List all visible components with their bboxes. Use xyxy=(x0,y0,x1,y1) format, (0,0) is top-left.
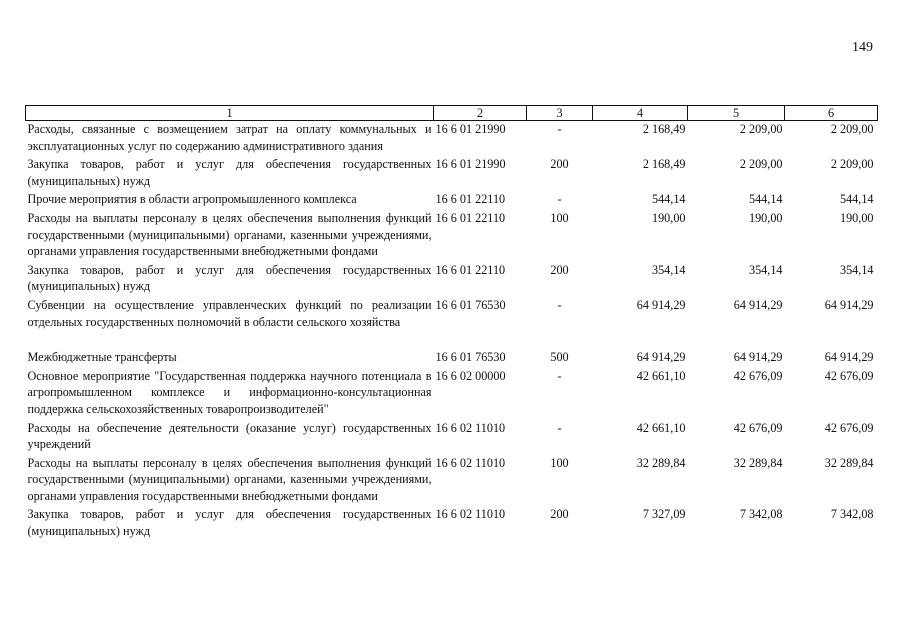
table-row xyxy=(26,455,878,507)
row-name: Закупка товаров, работ и услуг для обеспечения государственных (муниципальных) нужд xyxy=(27,262,432,294)
row-value-3: 2 209,00 xyxy=(830,122,874,136)
page-number: 149 xyxy=(852,40,873,55)
row-value-3: 64 914,29 xyxy=(824,297,874,312)
row-code: 16 6 01 22110 xyxy=(435,192,506,207)
row-value-2: 7 342,08 xyxy=(739,507,783,522)
row-code: 16 6 01 76530 xyxy=(435,297,506,312)
row-value-2: 544,14 xyxy=(748,192,783,207)
row-value-3: 42 676,09 xyxy=(824,368,874,383)
row-value-1: 190,00 xyxy=(651,210,686,225)
row-value-1: 7 327,09 xyxy=(642,507,686,522)
row-value-2: 64 914,29 xyxy=(733,297,783,312)
row-value-3: 7 342,08 xyxy=(830,507,874,522)
row-expense-type: - xyxy=(557,420,562,435)
header-col-1: 1 xyxy=(26,106,434,121)
table-row xyxy=(26,420,878,455)
row-expense-type: 200 xyxy=(550,507,569,522)
header-row xyxy=(26,106,878,121)
row-value-3: 354,14 xyxy=(839,262,874,277)
row-expense-type: 200 xyxy=(550,262,569,277)
row-code: 16 6 01 22110 xyxy=(435,262,506,277)
row-value-2: 2 209,00 xyxy=(739,122,783,136)
row-code: 16 6 01 21990 xyxy=(435,157,506,172)
row-value-1: 354,14 xyxy=(651,262,686,277)
row-expense-type: 200 xyxy=(550,157,569,172)
row-name: Расходы, связанные с возмещением затрат на оплату коммунальных и эксплуатационных услуг по содержанию административного здания xyxy=(27,122,432,153)
table-row xyxy=(26,368,878,420)
row-name: Расходы на выплаты персоналу в целях обеспечения выполнения функций государственными (муниципальными) органами, казенными учреждениями, органами управления государственными внебюджетными фондами xyxy=(27,210,432,259)
row-name: Прочие мероприятия в области агропромышленного комплекса xyxy=(27,192,357,207)
table-row xyxy=(26,156,878,191)
row-value-3: 32 289,84 xyxy=(824,455,874,470)
row-name: Расходы на обеспечение деятельности (оказание услуг) государственных учреждений xyxy=(27,420,432,452)
row-value-2: 2 209,00 xyxy=(739,157,783,172)
row-value-1: 64 914,29 xyxy=(636,350,686,365)
row-code: 16 6 01 22110 xyxy=(435,210,506,225)
header-col-4: 4 xyxy=(593,106,688,121)
row-value-1: 2 168,49 xyxy=(642,122,686,136)
row-name: Расходы на выплаты персоналу в целях обеспечения выполнения функций государственными (муниципальными) органами, казенными учреждениями, органами управления государственными внебюджетными фондами xyxy=(27,455,432,503)
row-value-3: 190,00 xyxy=(839,210,874,225)
row-value-3: 2 209,00 xyxy=(830,157,874,172)
row-expense-type: 500 xyxy=(550,350,569,365)
header-col-5: 5 xyxy=(688,106,785,121)
row-value-3: 544,14 xyxy=(839,192,874,207)
header-col-6: 6 xyxy=(785,106,878,121)
row-name: Закупка товаров, работ и услуг для обеспечения государственных (муниципальных) нужд xyxy=(27,507,432,539)
table-row xyxy=(26,191,878,210)
row-value-3: 64 914,29 xyxy=(824,350,874,365)
row-code: 16 6 02 11010 xyxy=(435,507,506,522)
row-code: 16 6 01 21990 xyxy=(435,122,506,136)
row-name: Закупка товаров, работ и услуг для обеспечения государственных (муниципальных) нужд xyxy=(27,157,432,188)
row-value-1: 32 289,84 xyxy=(636,455,686,470)
table-row xyxy=(26,210,878,262)
row-value-2: 32 289,84 xyxy=(733,455,783,470)
header-col-3: 3 xyxy=(527,106,593,121)
row-value-2: 42 676,09 xyxy=(733,368,783,383)
budget-table xyxy=(25,105,878,542)
row-expense-type: - xyxy=(557,192,562,207)
row-value-2: 42 676,09 xyxy=(733,420,783,435)
row-expense-type: - xyxy=(557,368,562,383)
row-expense-type: 100 xyxy=(550,455,569,470)
row-code: 16 6 01 76530 xyxy=(435,350,506,365)
row-value-2: 190,00 xyxy=(748,210,783,225)
table-row xyxy=(26,332,878,368)
row-expense-type: 100 xyxy=(550,210,569,225)
table-row xyxy=(26,121,878,157)
header-col-2: 2 xyxy=(434,106,527,121)
row-code: 16 6 02 11010 xyxy=(435,455,506,470)
row-value-1: 64 914,29 xyxy=(636,297,686,312)
table-row xyxy=(26,262,878,297)
row-value-3: 42 676,09 xyxy=(824,420,874,435)
row-name: Межбюджетные трансферты xyxy=(27,350,177,365)
row-expense-type: - xyxy=(557,297,562,312)
row-expense-type: - xyxy=(557,122,562,136)
row-name: Субвенции на осуществление управленческих функций по реализации отдельных государственных полномочий в области сельского хозяйства xyxy=(27,297,432,329)
row-value-2: 64 914,29 xyxy=(733,350,783,365)
row-value-1: 42 661,10 xyxy=(636,368,686,383)
row-value-1: 544,14 xyxy=(651,192,686,207)
row-code: 16 6 02 11010 xyxy=(435,420,506,435)
row-value-1: 42 661,10 xyxy=(636,420,686,435)
row-code: 16 6 02 00000 xyxy=(435,368,506,383)
table-row xyxy=(26,297,878,332)
row-name: Основное мероприятие "Государственная поддержка научного потенциала в агропромышленном комплексе и информационно-консультационная поддержка сельскохозяйственных товаропроизводителей" xyxy=(27,368,432,416)
row-value-1: 2 168,49 xyxy=(642,157,686,172)
table-row xyxy=(26,506,878,541)
row-value-2: 354,14 xyxy=(748,262,783,277)
